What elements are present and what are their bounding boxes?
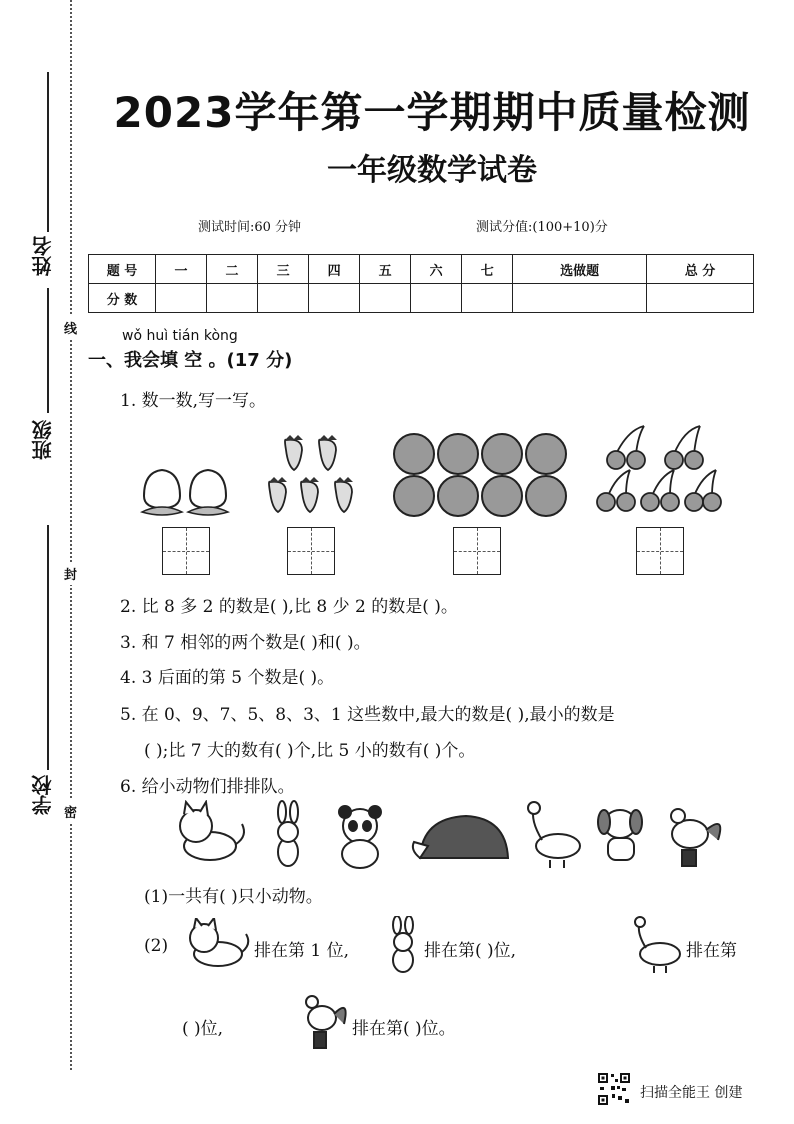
oranges-image <box>388 432 568 520</box>
score-entry-cell[interactable] <box>411 284 462 313</box>
question-4: 4. 3 后面的第 5 个数是( )。 <box>120 668 335 688</box>
score-entry-cell[interactable] <box>462 284 513 313</box>
table-cell: 分 数 <box>89 284 156 313</box>
table-cell: 六 <box>411 255 462 284</box>
scanner-watermark: 扫描全能王 创建 <box>640 1085 743 1101</box>
test-score-value: 测试分值:(100+10)分 <box>476 220 608 235</box>
exam-title: 2023学年第一学期期中质量检测 <box>113 88 751 137</box>
question-6-2-first: 排在第 1 位, <box>254 941 350 961</box>
table-cell: 题 号 <box>89 255 156 284</box>
section-pinyin: wǒ huì tián kòng <box>122 328 238 344</box>
strawberries-image <box>260 432 364 518</box>
question-6-2-rabbit-blank: 排在第( )位, <box>424 941 517 961</box>
score-entry-cell[interactable] <box>207 284 258 313</box>
binding-dotted-line <box>70 0 72 1070</box>
school-label: 学校 <box>31 775 55 815</box>
score-entry-cell[interactable] <box>156 284 207 313</box>
rooster-icon <box>300 988 350 1050</box>
goose-icon <box>628 916 684 974</box>
table-cell: 总 分 <box>647 255 754 284</box>
score-table-score-row <box>89 284 754 313</box>
answer-box-peaches[interactable] <box>162 527 210 575</box>
seal-char-seal: 封 <box>64 562 77 585</box>
rabbit-icon <box>386 916 420 974</box>
table-cell: 选做题 <box>513 255 647 284</box>
score-entry-cell[interactable] <box>647 284 754 313</box>
table-cell: 三 <box>258 255 309 284</box>
table-cell: 一 <box>156 255 207 284</box>
table-cell: 四 <box>309 255 360 284</box>
question-3: 3. 和 7 相邻的两个数是( )和( )。 <box>120 633 371 653</box>
school-line[interactable] <box>47 525 49 770</box>
answer-box-oranges[interactable] <box>453 527 501 575</box>
question-5-line-1: 5. 在 0、9、7、5、8、3、1 这些数中,最大的数是( ),最小的数是 <box>120 705 615 725</box>
score-table-header-row <box>89 255 754 284</box>
score-entry-cell[interactable] <box>360 284 411 313</box>
peaches-image <box>138 462 234 518</box>
score-table <box>88 254 754 313</box>
class-label: 班级 <box>31 420 55 460</box>
table-cell: 七 <box>462 255 513 284</box>
test-time: 测试时间:60 分钟 <box>198 220 302 235</box>
table-cell: 五 <box>360 255 411 284</box>
score-entry-cell[interactable] <box>309 284 360 313</box>
animals-row-image <box>170 800 730 872</box>
question-6-2-goose-blank: ( )位, <box>182 1019 224 1039</box>
table-cell: 二 <box>207 255 258 284</box>
seal-char-secret: 密 <box>64 800 77 823</box>
score-entry-cell[interactable] <box>258 284 309 313</box>
score-entry-cell[interactable] <box>513 284 647 313</box>
class-line[interactable] <box>47 288 49 413</box>
question-5-line-2: ( );比 7 大的数有( )个,比 5 小的数有( )个。 <box>144 741 476 761</box>
name-label: 姓名 <box>31 236 55 276</box>
qr-code-icon <box>597 1072 631 1106</box>
cat-icon <box>182 918 252 972</box>
section-title: 一、我会填 空 。(17 分) <box>88 350 293 371</box>
cherries-image <box>594 420 724 520</box>
exam-subtitle: 一年级数学试卷 <box>327 153 537 188</box>
name-line[interactable] <box>47 72 49 232</box>
question-6-1: (1)一共有( )只小动物。 <box>144 887 323 907</box>
seal-char-line: 线 <box>64 316 77 339</box>
question-6-2-rooster: 排在第( )位。 <box>352 1019 456 1039</box>
question-1: 1. 数一数,写一写。 <box>120 391 267 411</box>
question-6: 6. 给小动物们排排队。 <box>120 777 295 797</box>
question-2: 2. 比 8 多 2 的数是( ),比 8 少 2 的数是( )。 <box>120 597 458 617</box>
answer-box-cherries[interactable] <box>636 527 684 575</box>
answer-box-strawberries[interactable] <box>287 527 335 575</box>
question-6-2-label: (2) <box>144 936 169 956</box>
question-6-2-goose: 排在第 <box>686 941 737 961</box>
